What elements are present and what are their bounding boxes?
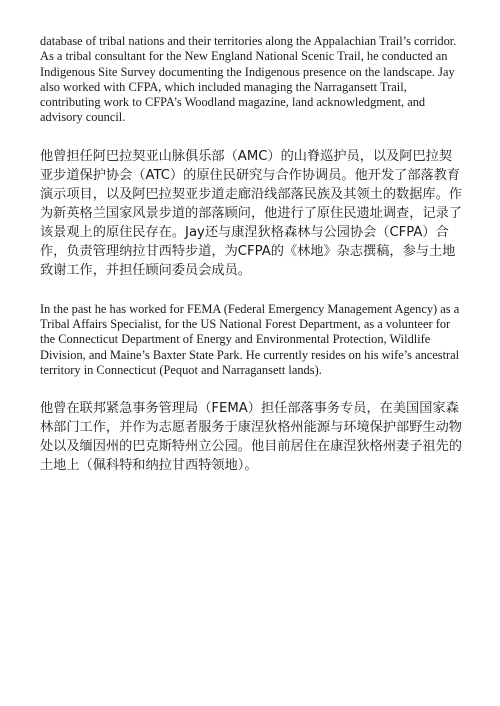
english-paragraph-1: database of tribal nations and their territories along the Appalachian Trail’s corridor. As a tribal consultant for the New England National Scenic Trail, he conducted an Indigenous Site Survey documenting the Indigenous presence on the landscape. Jay also worked with CFPA, which included managing the Narragansett Trail, contributing work to CFPA’s Woodland magazine, land acknowledgment, and advisory council.	[40, 34, 457, 125]
english-paragraph-2: In the past he has worked for FEMA (Federal Emergency Management Agency) as a Tribal Affairs Specialist, for the US National Forest Department, as a volunteer for the Connecticut Department of Energy and Environmental Protection, Wildlife Division, and Maine’s Baxter State Park. He currently resides on his wife’s ancestral territory in Connecticut (Pequot and Narragansett lands).	[40, 301, 460, 377]
chinese-paragraph-2: 他曾在联邦紧急事务管理局（FEMA）担任部落事务专员，在美国国家森林部门工作，并作为志愿者服务于康涅狄格州能源与环境保护部野生动物处以及缅因州的巴克斯特州立公园。他目前居住在康涅狄格州妻子祖先的土地上（佩科特和纳拉甘西特领地）。	[40, 401, 462, 474]
document-page	[40, 34, 464, 475]
chinese-paragraph-1: 他曾担任阿巴拉契亚山脉俱乐部（AMC）的山脊巡护员，以及阿巴拉契亚步道保护协会（ATC）的原住民研究与合作协调员。他开发了部落教育演示项目，以及阿巴拉契亚步道走廊沿线部落民族及其领土的数据库。作为新英格兰国家风景步道的部落顾问，他进行了原住民遗址调查，记录了该景观上的原住民存在。Jay还与康涅狄格森林与公园协会（CFPA）合作，负责管理纳拉甘西特步道，为CFPA的《林地》杂志撰稿，参与土地致谢工作，并担任顾问委员会成员。	[40, 148, 462, 278]
